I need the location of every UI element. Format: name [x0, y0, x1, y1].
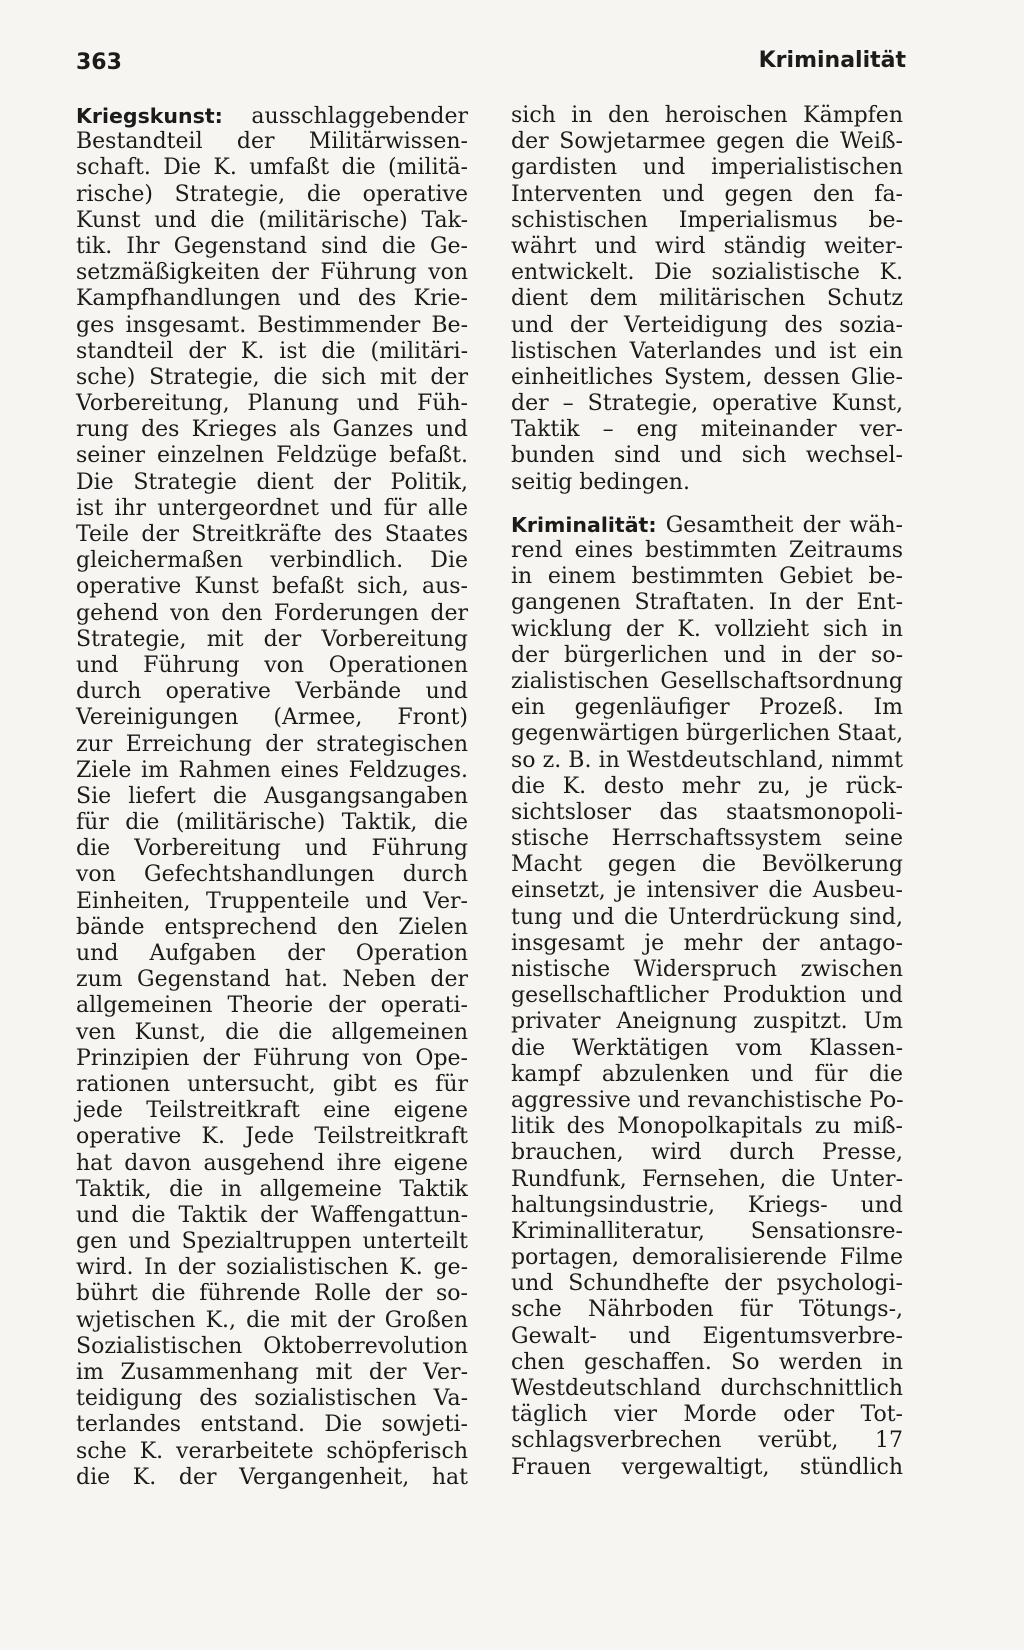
text-line: insgesamt je mehr der antago- [511, 930, 903, 956]
text-line: Kunst und die (militärische) Tak- [76, 207, 468, 233]
text-line: wjetischen K., die mit der Großen [76, 1307, 468, 1333]
text-line: setzmäßigkeiten der Führung von [76, 260, 468, 286]
text-line: der bürgerlichen und in der so- [511, 642, 903, 668]
text-line: gardisten und imperialistischen [511, 155, 903, 181]
text-line: Ziele im Rahmen eines Feldzuges. [76, 757, 468, 783]
text-line: der – Strategie, operative Kunst, [511, 391, 903, 417]
text-line: Frauen vergewaltigt, stündlich [511, 1454, 903, 1480]
entry-continuation-kriegskunst [511, 103, 903, 496]
text-line: Sie liefert die Ausgangsangaben [76, 783, 468, 809]
text-line: bunden sind und sich wechsel- [511, 443, 903, 469]
entry-first-line [76, 103, 468, 129]
text-line: im Zusammenhang mit der Ver- [76, 1360, 468, 1385]
text-line: Kampfhandlungen und des Krie- [76, 286, 468, 312]
text-line: jede Teilstreitkraft eine eigene [76, 1098, 468, 1124]
text-line: sich in den heroischen Kämpfen [511, 103, 903, 128]
left-column [76, 103, 468, 1491]
text-line: Taktik – eng miteinander ver- [511, 417, 903, 443]
text-line: von Gefechtshandlungen durch [76, 862, 468, 888]
text-line: gesellschaftlicher Produktion und [511, 983, 903, 1009]
text-line: seitig bedingen. [511, 469, 690, 495]
text-line: Sozialistischen Oktoberrevolution [76, 1333, 468, 1359]
text-line: Interventen und gegen den fa- [511, 181, 903, 207]
entry-first-line-text: Gesamtheit der wäh- [665, 512, 903, 538]
text-line: und Aufgaben der Operation [76, 941, 468, 966]
text-line: gen und Spezialtruppen unterteilt [76, 1229, 468, 1255]
text-line: Rundfunk, Fernsehen, die Unter- [511, 1166, 903, 1192]
text-line: tik. Ihr Gegenstand sind die Ge- [76, 233, 468, 259]
text-line: schistischen Imperialismus be- [511, 207, 903, 233]
text-line: wicklung der K. vollzieht sich in [511, 616, 903, 642]
text-line: der Sowjetarmee gegen die Weiß- [511, 129, 903, 155]
text-line: sche K. verarbeitete schöpferisch [76, 1438, 468, 1464]
text-line: rend eines bestimmten Zeitraums [511, 538, 903, 563]
text-line: zum Gegenstand hat. Neben der [76, 967, 468, 993]
text-line: in einem bestimmten Gebiet be- [511, 564, 903, 590]
entry-body-kriegskunst [76, 129, 468, 1491]
entry-first-line [511, 512, 903, 538]
text-line: Macht gegen die Bevölkerung [511, 852, 903, 878]
text-line: und der Verteidigung des sozia- [511, 312, 903, 338]
text-line: und die Taktik der Waffengattun- [76, 1202, 468, 1228]
text-line: die K. desto mehr zu, je rück- [511, 773, 903, 799]
text-line: schlagsverbrechen verübt, 17 [511, 1428, 903, 1454]
text-line: Bestandteil der Militärwissen- [76, 129, 468, 155]
text-line: terlandes entstand. Die sowjeti- [76, 1412, 468, 1438]
text-line: einsetzt, je intensiver die Ausbeu- [511, 878, 903, 904]
text-line: gleichermaßen verbindlich. Die [76, 548, 468, 574]
text-line: kampf abzulenken und für die [511, 1061, 903, 1087]
text-line: aggressive und revanchistische Po- [511, 1087, 904, 1113]
text-line: entwickelt. Die sozialistische K. [511, 260, 903, 286]
text-line: Vorbereitung, Planung und Füh- [76, 391, 468, 417]
text-line: die K. der Vergangenheit, hat [76, 1464, 468, 1490]
text-line: chen geschaffen. So werden in [511, 1349, 903, 1375]
entry-divider-space [511, 496, 903, 512]
entry-body-kriminalitaet [511, 538, 903, 1481]
text-line: litik des Monopolkapitals zu miß- [511, 1114, 903, 1140]
text-line: ges insgesamt. Bestimmender Be- [76, 312, 468, 338]
text-line: wird. In der sozialistischen K. ge- [76, 1255, 468, 1281]
text-line: operative K. Jede Teilstreitkraft [76, 1124, 468, 1150]
text-line: Westdeutschland durchschnittlich [511, 1376, 903, 1401]
text-line: allgemeinen Theorie der operati- [76, 993, 468, 1019]
text-line: gangenen Straftaten. In der Ent- [511, 590, 903, 616]
text-line: Taktik, die in allgemeine Taktik [76, 1176, 468, 1202]
text-line: Gewalt- und Eigentumsverbre- [511, 1323, 903, 1349]
text-line: die Vorbereitung und Führung [76, 836, 468, 862]
text-line: bände entsprechend den Zielen [76, 914, 468, 940]
text-line: sche) Strategie, die sich mit der [76, 364, 468, 390]
text-line: sche Nährboden für Tötungs-, [511, 1297, 903, 1323]
text-line: rische) Strategie, die operative [76, 181, 468, 207]
entry-term-kriminalitaet: Kriminalität: [511, 512, 657, 537]
text-line: einheitliches System, dessen Glie- [511, 364, 903, 390]
text-line: gegenwärtigen bürgerlichen Staat, [511, 721, 904, 747]
text-line: zialistischen Gesellschaftsordnung [511, 668, 903, 694]
text-line: Prinzipien der Führung von Ope- [76, 1045, 468, 1071]
text-line: die Werktätigen vom Klassen- [511, 1035, 903, 1061]
text-line: währt und wird ständig weiter- [511, 233, 903, 259]
text-line: standteil der K. ist die (militäri- [76, 338, 468, 364]
text-line: rationen untersucht, gibt es für [76, 1071, 468, 1097]
right-column [511, 103, 903, 1481]
text-line: Kriminalliteratur, Sensationsre- [511, 1218, 903, 1244]
text-line: und Führung von Operationen [76, 652, 468, 678]
text-line: und Schundhefte der psychologi- [511, 1271, 903, 1297]
text-line: ven Kunst, die die allgemeinen [76, 1019, 468, 1045]
text-line: Einheiten, Truppenteile und Ver- [76, 888, 468, 914]
text-line: nistische Widerspruch zwischen [511, 957, 903, 982]
text-line: täglich vier Morde oder Tot- [511, 1402, 903, 1428]
text-line: seiner einzelnen Feldzüge befaßt. [76, 443, 468, 469]
text-line: dient dem militärischen Schutz [511, 286, 903, 312]
text-line: rung des Krieges als Ganzes und [76, 417, 468, 443]
text-line: tung und die Unterdrückung sind, [511, 904, 903, 930]
running-head: Kriminalität [758, 48, 906, 73]
text-line: hat davon ausgehend ihre eigene [76, 1150, 468, 1176]
text-line: portagen, demoralisierende Filme [511, 1245, 903, 1271]
text-line: für die (militärische) Taktik, die [76, 810, 468, 836]
text-line: zur Erreichung der strategischen [76, 731, 468, 757]
text-line: bührt die führende Rolle der so- [76, 1281, 468, 1307]
text-line: ein gegenläufiger Prozeß. Im [511, 695, 903, 721]
text-line: stische Herrschaftssystem seine [511, 826, 903, 852]
text-line: listischen Vaterlandes und ist ein [511, 338, 903, 364]
text-line: brauchen, wird durch Presse, [511, 1140, 903, 1166]
text-line: ist ihr untergeordnet und für alle [76, 495, 468, 521]
text-line: privater Aneignung zuspitzt. Um [511, 1009, 903, 1035]
text-line: sichtsloser das staatsmonopoli- [511, 799, 903, 825]
entry-first-line-text: ausschlaggebender [251, 104, 468, 129]
text-line: durch operative Verbände und [76, 679, 468, 705]
text-line: so z. B. in Westdeutschland, nimmt [511, 747, 903, 773]
text-line: operative Kunst befaßt sich, aus- [76, 574, 468, 600]
text-line: Vereinigungen (Armee, Front) [76, 705, 468, 731]
text-line: schaft. Die K. umfaßt die (militä- [76, 155, 468, 181]
text-line: Strategie, mit der Vorbereitung [76, 626, 468, 652]
text-line: gehend von den Forderungen der [76, 600, 468, 626]
text-line: teidigung des sozialistischen Va- [76, 1386, 468, 1412]
text-line: haltungsindustrie, Kriegs- und [511, 1192, 903, 1218]
text-line: Teile der Streitkräfte des Staates [76, 522, 468, 547]
entry-term-kriegskunst: Kriegskunst: [76, 104, 223, 128]
page-number: 363 [76, 50, 122, 75]
text-line: Die Strategie dient der Politik, [76, 469, 468, 495]
